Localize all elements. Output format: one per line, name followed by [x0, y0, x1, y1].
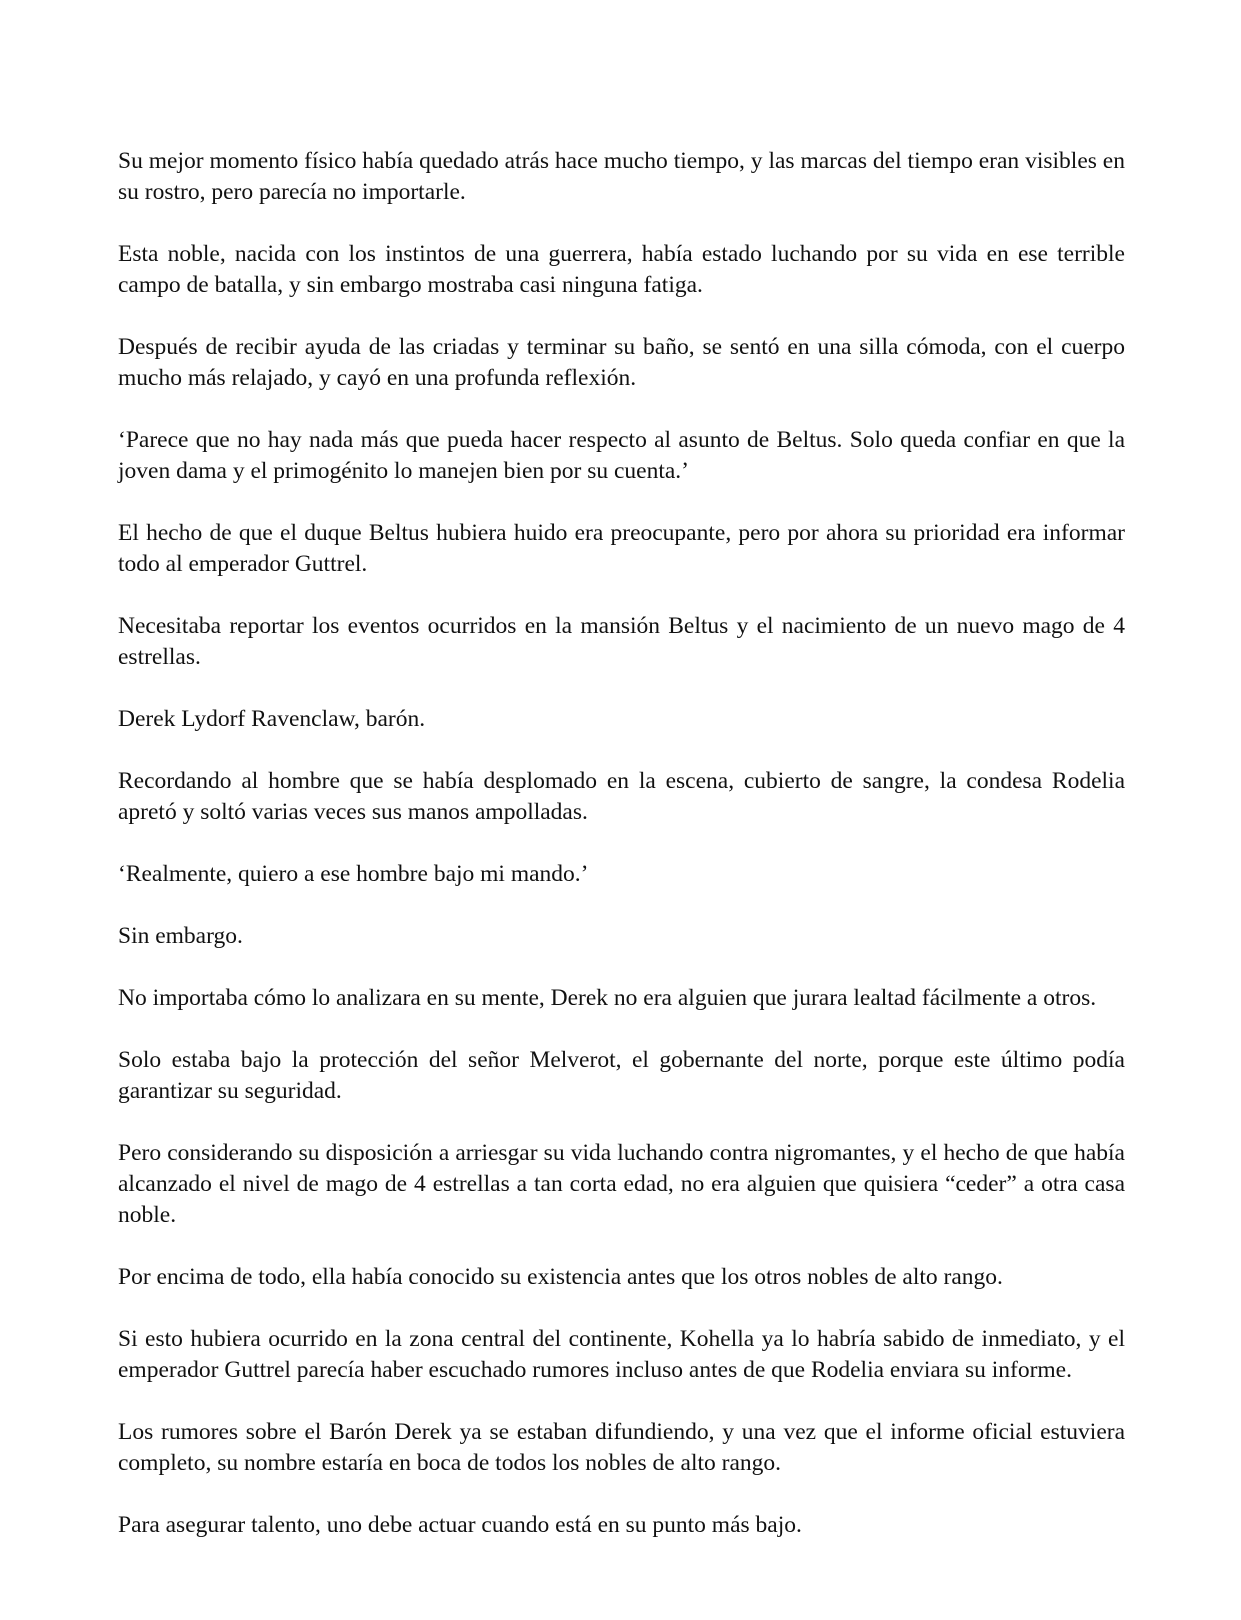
paragraph-2: Esta noble, nacida con los instintos de una guerrera, había estado luchando por su vida en ese terrible campo de batalla, y sin embargo mostraba casi ninguna fatiga.	[118, 241, 1125, 298]
paragraph-17: Para asegurar talento, uno debe actuar cuando está en su punto más bajo.	[118, 1512, 802, 1538]
paragraph-4: ‘Parece que no hay nada más que pueda hacer respecto al asunto de Beltus. Solo queda confiar en que la joven dama y el primogénito lo manejen bien por su cuenta.’	[118, 427, 1125, 484]
document-body	[118, 146, 1125, 1541]
paragraph-16: Los rumores sobre el Barón Derek ya se estaban difundiendo, y una vez que el informe oficial estuviera completo, su nombre estaría en boca de todos los nobles de alto rango.	[118, 1419, 1125, 1476]
paragraph-12: Solo estaba bajo la protección del señor Melverot, el gobernante del norte, porque este último podía garantizar su seguridad.	[118, 1047, 1125, 1104]
paragraph-10: Sin embargo.	[118, 923, 243, 949]
paragraph-6: Necesitaba reportar los eventos ocurridos en la mansión Beltus y el nacimiento de un nuevo mago de 4 estrellas.	[118, 613, 1125, 670]
paragraph-13: Pero considerando su disposición a arriesgar su vida luchando contra nigromantes, y el hecho de que había alcanzado el nivel de mago de 4 estrellas a tan corta edad, no era alguien que quisiera “ceder” a otra casa noble.	[118, 1140, 1125, 1228]
paragraph-1: Su mejor momento físico había quedado atrás hace mucho tiempo, y las marcas del tiempo eran visibles en su rostro, pero parecía no importarle.	[118, 148, 1125, 205]
paragraph-15: Si esto hubiera ocurrido en la zona central del continente, Kohella ya lo habría sabido de inmediato, y el emperador Guttrel parecía haber escuchado rumores incluso antes de que Rodelia enviara su informe.	[118, 1326, 1125, 1383]
paragraph-11: No importaba cómo lo analizara en su mente, Derek no era alguien que jurara lealtad fácilmente a otros.	[118, 985, 1097, 1011]
paragraph-8: Recordando al hombre que se había desplomado en la escena, cubierto de sangre, la condesa Rodelia apretó y soltó varias veces sus manos ampolladas.	[118, 768, 1125, 825]
paragraph-5: El hecho de que el duque Beltus hubiera huido era preocupante, pero por ahora su prioridad era informar todo al emperador Guttrel.	[118, 520, 1125, 577]
paragraph-14: Por encima de todo, ella había conocido su existencia antes que los otros nobles de alto rango.	[118, 1264, 1003, 1290]
paragraph-3: Después de recibir ayuda de las criadas y terminar su baño, se sentó en una silla cómoda, con el cuerpo mucho más relajado, y cayó en una profunda reflexión.	[118, 334, 1125, 391]
paragraph-9: ‘Realmente, quiero a ese hombre bajo mi mando.’	[118, 861, 589, 887]
paragraph-7: Derek Lydorf Ravenclaw, barón.	[118, 706, 426, 732]
